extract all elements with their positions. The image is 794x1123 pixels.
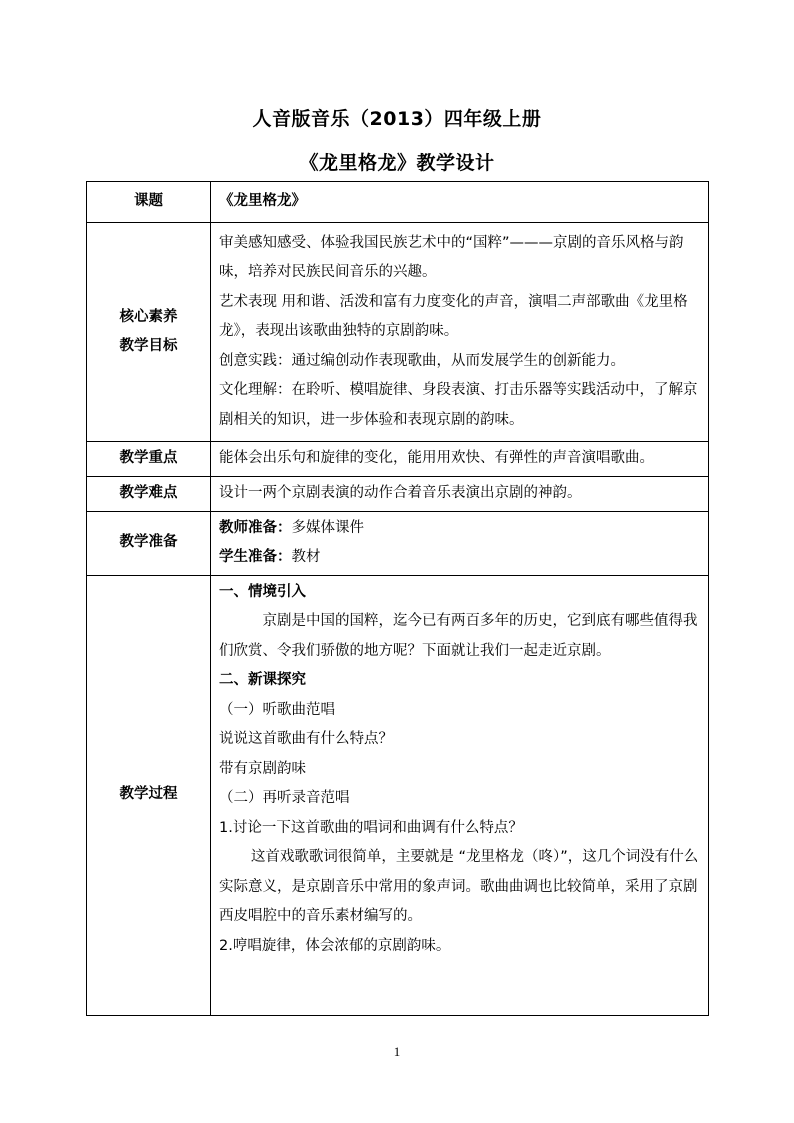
difficulty-label: 教学难点: [87, 477, 211, 512]
table-row-topic: [87, 182, 709, 223]
section2-title: 二、新课探究: [219, 672, 306, 688]
goals-label-line1: 核心素养: [119, 308, 178, 325]
table-row-preparation: [87, 511, 709, 575]
question2: 1.讨论一下这首歌曲的唱词和曲调有什么特点？: [219, 819, 523, 836]
student-preparation: [219, 543, 700, 573]
topic-label: 课题: [87, 182, 211, 223]
table-row-key-point: [87, 442, 709, 477]
question1: 说说这首歌曲有什么特点？: [219, 731, 393, 747]
process-label: 教学过程: [87, 575, 211, 1015]
page-number: 1: [393, 1044, 401, 1059]
table-row-process: [87, 575, 709, 1015]
lesson-plan-table: [86, 181, 709, 1016]
question3: 2.哼唱旋律，体会浓郁的京剧韵味。: [219, 937, 451, 954]
goal-creativity: 创意实践：通过编创动作表现歌曲，从而发展学生的创新能力。: [219, 352, 625, 369]
key-point-label: 教学重点: [87, 442, 211, 477]
goals-label: [87, 223, 211, 442]
topic-value: [211, 182, 709, 223]
topic-value-text: 《龙里格龙》: [219, 193, 306, 210]
goal-aesthetic: 审美感知感受、体验我国民族艺术中的“国粹”———京剧的音乐风格与韵味，培养对民族民间音乐的兴趣。: [219, 234, 684, 281]
preparation-label: 教学准备: [87, 511, 211, 575]
document-title: 人音版音乐（2013）四年级上册: [252, 108, 542, 130]
section1-text: 京剧是中国的国粹，迄今已有两百多年的历史，它到底有哪些值得我们欣赏、令我们骄傲的地方呢？下面就让我们一起走近京剧。: [219, 613, 698, 659]
process-content: [211, 575, 709, 1015]
document-subtitle: 《龙里格龙》教学设计: [299, 152, 495, 174]
answer1: 带有京剧韵味: [219, 760, 306, 777]
answer2: 这首戏歌歌词很简单，主要就是 “龙里格龙（咚）”，这几个词没有什么实际意义，是京剧音乐中常用的象声词。歌曲曲调也比较简单，采用了京剧西皮唱腔中的音乐素材编写的。: [219, 849, 699, 924]
teacher-preparation-value: 多媒体课件: [291, 519, 364, 536]
table-row-difficulty: [87, 477, 709, 512]
goals-label-line2: 教学目标: [119, 338, 178, 354]
teacher-preparation-label: 教师准备：: [219, 519, 292, 536]
preparation-content: [211, 511, 709, 575]
key-point-value: 能体会出乐句和旋律的变化，能用用欢快、有弹性的声音演唱歌曲。: [211, 442, 709, 477]
section1-title: 一、情境引入: [219, 583, 306, 600]
subsection1-title: （一）听歌曲范唱: [219, 701, 335, 718]
goal-culture: 文化理解：在聆听、模唱旋律、身段表演、打击乐器等实践活动中，了解京剧相关的知识，进一步体验和表现京剧的韵味。: [219, 382, 698, 428]
table-row-goals: [87, 223, 709, 442]
difficulty-value: 设计一两个京剧表演的动作合着音乐表演出京剧的神韵。: [211, 477, 709, 512]
goals-content: [211, 223, 709, 442]
subsection2-title: （二）再听录音范唱: [219, 790, 350, 806]
student-preparation-value: 教材: [291, 549, 321, 565]
teacher-preparation: [219, 514, 700, 544]
student-preparation-label: 学生准备：: [219, 549, 292, 565]
goal-expression: 艺术表现 用和谐、活泼和富有力度变化的声音，演唱二声部歌曲《龙里格龙》，表现出该歌曲独特的京剧韵味。: [219, 293, 688, 340]
